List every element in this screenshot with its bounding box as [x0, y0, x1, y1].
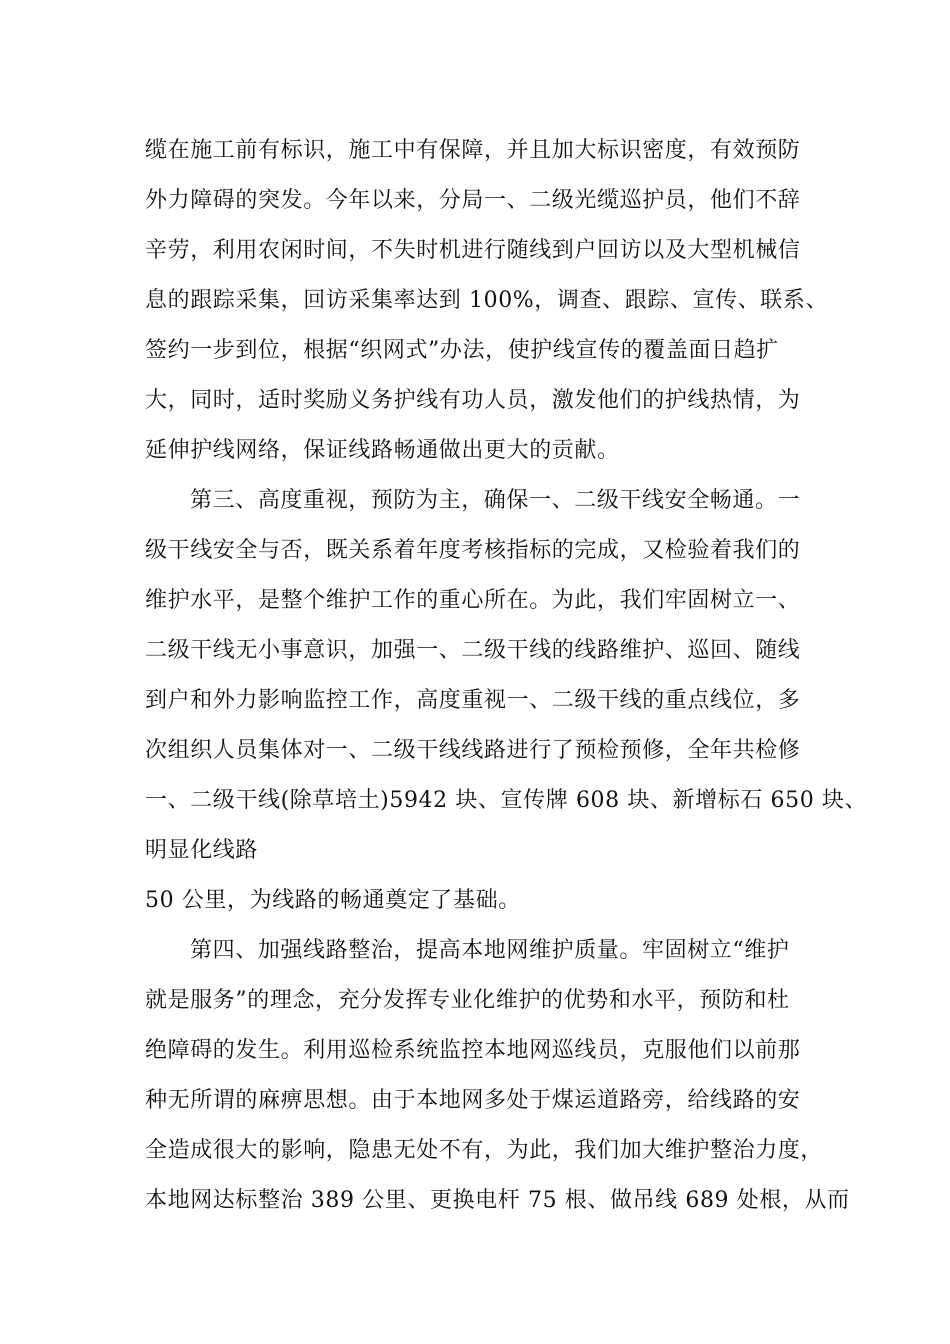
text-line: 息的跟踪采集，回访采集率达到 100%，调查、跟踪、宣传、联系、 — [145, 288, 829, 313]
text-line: 种无所谓的麻痹思想。由于本地网多处于煤运道路旁，给线路的安 — [145, 1088, 801, 1113]
text-line: 次组织人员集体对一、二级干线线路进行了预检预修，全年共检修 — [145, 738, 801, 763]
text-line: 50 公里，为线路的畅通奠定了基础。 — [145, 888, 521, 913]
text-line: 外力障碍的突发。今年以来，分局一、二级光缆巡护员，他们不辞 — [145, 188, 801, 213]
text-line: 大，同时，适时奖励义务护线有功人员，激发他们的护线热情，为 — [145, 388, 801, 413]
text-line: 绝障碍的发生。利用巡检系统监控本地网巡线员，克服他们以前那 — [145, 1038, 801, 1063]
paragraph-start-line: 第四、加强线路整治，提高本地网维护质量。牢固树立“维护 — [190, 938, 790, 963]
text-line: 明显化线路 — [145, 838, 259, 863]
text-line: 一、二级干线(除草培土)5942 块、宣传牌 608 块、新增标石 650 块、 — [145, 788, 868, 813]
text-line: 就是服务”的理念，充分发挥专业化维护的优势和水平，预防和杜 — [145, 988, 790, 1013]
text-line: 维护水平，是整个维护工作的重心所在。为此，我们牢固树立一、 — [145, 588, 801, 613]
text-line: 全造成很大的影响，隐患无处不有，为此，我们加大维护整治力度， — [145, 1138, 824, 1163]
text-line: 本地网达标整治 389 公里、更换电杆 75 根、做吊线 689 处根，从而 — [145, 1188, 850, 1213]
text-line: 辛劳，利用农闲时间，不失时机进行随线到户回访以及大型机械信 — [145, 238, 801, 263]
text-line: 缆在施工前有标识，施工中有保障，并且加大标识密度，有效预防 — [145, 138, 801, 163]
text-line: 级干线安全与否，既关系着年度考核指标的完成，又检验着我们的 — [145, 538, 801, 563]
text-line: 到户和外力影响监控工作，高度重视一、二级干线的重点线位，多 — [145, 688, 801, 713]
text-line: 延伸护线网络，保证线路畅通做出更大的贡献。 — [145, 438, 620, 463]
paragraph-start-line: 第三、高度重视，预防为主，确保一、二级干线安全畅通。一 — [190, 488, 801, 513]
text-line: 签约一步到位，根据“织网式”办法，使护线宣传的覆盖面日趋扩 — [145, 338, 779, 363]
text-line: 二级干线无小事意识，加强一、二级干线的线路维护、巡回、随线 — [145, 638, 801, 663]
